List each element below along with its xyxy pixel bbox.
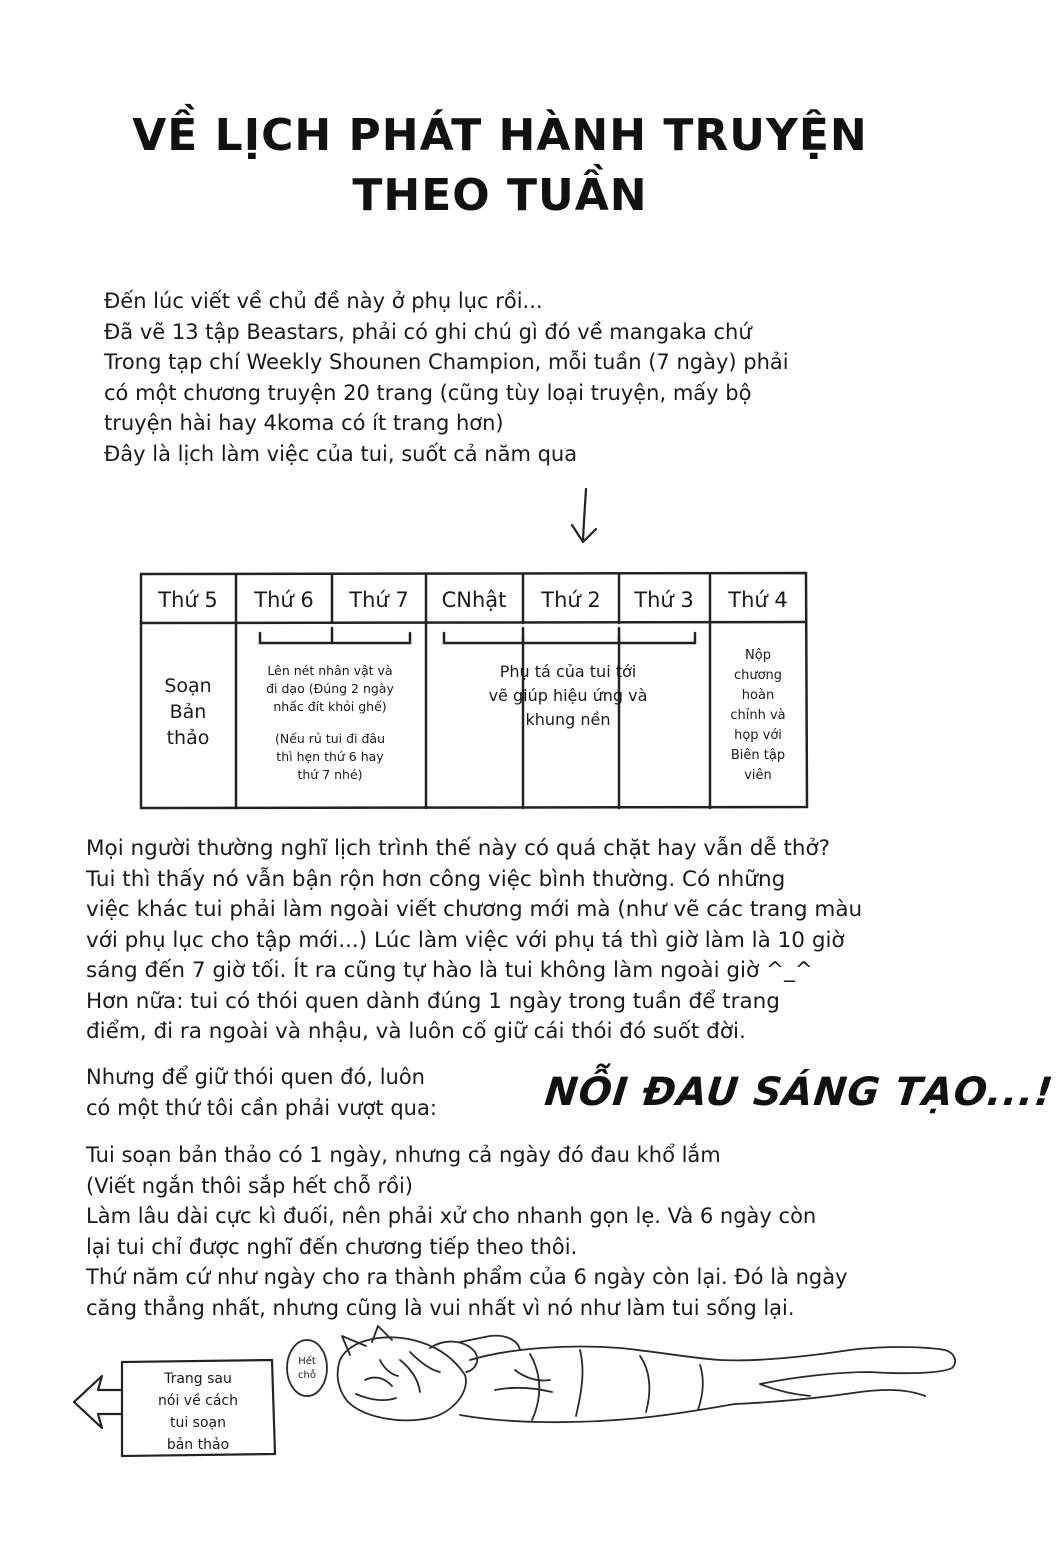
- svg-text:thứ 7 nhé): thứ 7 nhé): [297, 767, 363, 782]
- text-line: Làm lâu dài cực kì đuối, nên phải xử cho nhanh gọn lẹ. Và 6 ngày còn: [86, 1204, 817, 1228]
- text-line: Trong tạp chí Weekly Shounen Champion, mỗi tuần (7 ngày) phải: [104, 350, 789, 374]
- svg-text:Bản: Bản: [169, 701, 207, 723]
- svg-text:đi dạo (Đúng 2 ngày: đi dạo (Đúng 2 ngày: [266, 681, 394, 696]
- text-line: (Viết ngắn thôi sắp hết chỗ rồi): [86, 1173, 413, 1198]
- draft-cell: [164, 675, 211, 749]
- day-header-thursday: Thứ 5: [158, 588, 218, 612]
- svg-text:thì hẹn thứ 6 hay: thì hẹn thứ 6 hay: [276, 749, 384, 764]
- page-title: [0, 106, 1000, 226]
- text-line: Đã vẽ 13 tập Beastars, phải có ghi chú gì đó về mangaka chứ: [104, 319, 752, 344]
- svg-text:nhấc đít khỏi ghế): nhấc đít khỏi ghế): [273, 699, 387, 714]
- svg-text:(Nếu rủ tui đi đâu: (Nếu rủ tui đi đâu: [274, 731, 386, 746]
- text-line: việc khác tui phải làm ngoài viết chương mới mà (như vẽ các trang màu: [86, 897, 863, 922]
- svg-text:Phụ tá của tui tới: Phụ tá của tui tới: [499, 662, 637, 681]
- text-line: có một chương truyện 20 trang (cũng tùy loại truyện, mấy bộ: [104, 380, 752, 405]
- text-line: lại tui chỉ được nghĩ đến chương tiếp theo thôi.: [86, 1234, 578, 1259]
- text-line: có một thứ tôi cần phải vượt qua:: [86, 1095, 437, 1120]
- svg-text:Nộp: Nộp: [745, 648, 771, 663]
- svg-text:Biên tập: Biên tập: [730, 748, 786, 763]
- arrow-down-icon: [560, 485, 610, 550]
- text-line: Tui soạn bản thảo có 1 ngày, nhưng cả ngày đó đau khổ lắm: [86, 1143, 721, 1167]
- svg-text:Soạn: Soạn: [164, 675, 212, 697]
- habit-paragraph: [86, 1062, 437, 1123]
- text-line: Đến lúc viết về chủ đề này ở phụ lục rồi...: [104, 289, 543, 313]
- text-line: truyện hài hay 4koma có ít trang hơn): [104, 411, 504, 435]
- next-page-arrow-sign: [70, 1350, 285, 1462]
- day-header-friday: Thứ 6: [254, 588, 314, 612]
- day-header-monday: Thứ 2: [541, 588, 601, 612]
- day-header-wednesday: Thứ 4: [728, 588, 788, 612]
- svg-text:vẽ giúp hiệu ứng và: vẽ giúp hiệu ứng và: [488, 686, 648, 705]
- svg-text:chương: chương: [733, 668, 783, 683]
- title-line-2: THEO TUẦN: [352, 170, 648, 221]
- day-header-tuesday: Thứ 3: [634, 588, 694, 612]
- speech-bubble: [287, 1340, 327, 1396]
- speech-bubble-text-1: Hết: [298, 1356, 316, 1367]
- text-line: Đây là lịch làm việc của tui, suốt cả năm qua: [104, 441, 578, 466]
- svg-text:viên: viên: [744, 768, 772, 783]
- text-line: với phụ lục cho tập mới...) Lúc làm việc với phụ tá thì giờ làm là 10 giờ: [86, 927, 845, 953]
- inking-cell: [266, 663, 394, 782]
- text-line: căng thẳng nhất, nhưng cũng là vui nhất vì nó như làm tui sống lại.: [86, 1295, 795, 1320]
- svg-text:thảo: thảo: [166, 727, 210, 749]
- title-line-1: VỀ LỊCH PHÁT HÀNH TRUYỆN: [132, 110, 868, 161]
- closing-paragraph: [86, 1140, 848, 1323]
- svg-text:tui soạn: tui soạn: [169, 1415, 227, 1431]
- text-line: Hơn nữa: tui có thói quen dành đúng 1 ngày trong tuần để trang: [86, 988, 780, 1014]
- text-line: Thứ năm cứ như ngày cho ra thành phẩm của 6 ngày còn lại. Đó là ngày: [86, 1265, 848, 1289]
- exhausted-character-illustration: [280, 1320, 970, 1450]
- creative-pain-heading: NỖI ĐAU SÁNG TẠO...!: [542, 1070, 1056, 1115]
- day-header-sunday: CNhật: [441, 588, 507, 612]
- svg-text:khung nền: khung nền: [525, 710, 611, 729]
- text-line: sáng đến 7 giờ tối. Ít ra cũng tự hào là tui không làm ngoài giờ ^_^: [86, 958, 813, 983]
- text-line: điểm, đi ra ngoài và nhậu, và luôn cố giữ cái thói đó suốt đời.: [86, 1019, 746, 1044]
- svg-text:nói về cách: nói về cách: [158, 1393, 238, 1409]
- assistants-cell: [489, 662, 648, 729]
- weekly-schedule-table: [130, 565, 820, 815]
- text-line: Mọi người thường nghĩ lịch trình thế này có quá chặt hay vẫn dễ thở?: [86, 836, 831, 861]
- submit-cell: [730, 648, 785, 783]
- svg-text:bản thảo: bản thảo: [166, 1437, 230, 1453]
- text-line: Nhưng để giữ thói quen đó, luôn: [86, 1065, 425, 1089]
- intro-paragraph: [104, 286, 789, 469]
- svg-text:họp với: họp với: [734, 728, 782, 743]
- speech-bubble-text-2: chỗ: [298, 1370, 316, 1381]
- svg-text:Lên nét nhân vật và: Lên nét nhân vật và: [267, 663, 393, 678]
- day-header-saturday: Thứ 7: [349, 588, 409, 612]
- text-line: Tui thì thấy nó vẫn bận rộn hơn công việc bình thường. Có những: [86, 866, 786, 892]
- svg-text:Trang sau: Trang sau: [164, 1371, 232, 1387]
- svg-text:hoàn: hoàn: [741, 688, 775, 703]
- svg-text:chỉnh và: chỉnh và: [730, 708, 786, 723]
- schedule-commentary: [86, 834, 862, 1048]
